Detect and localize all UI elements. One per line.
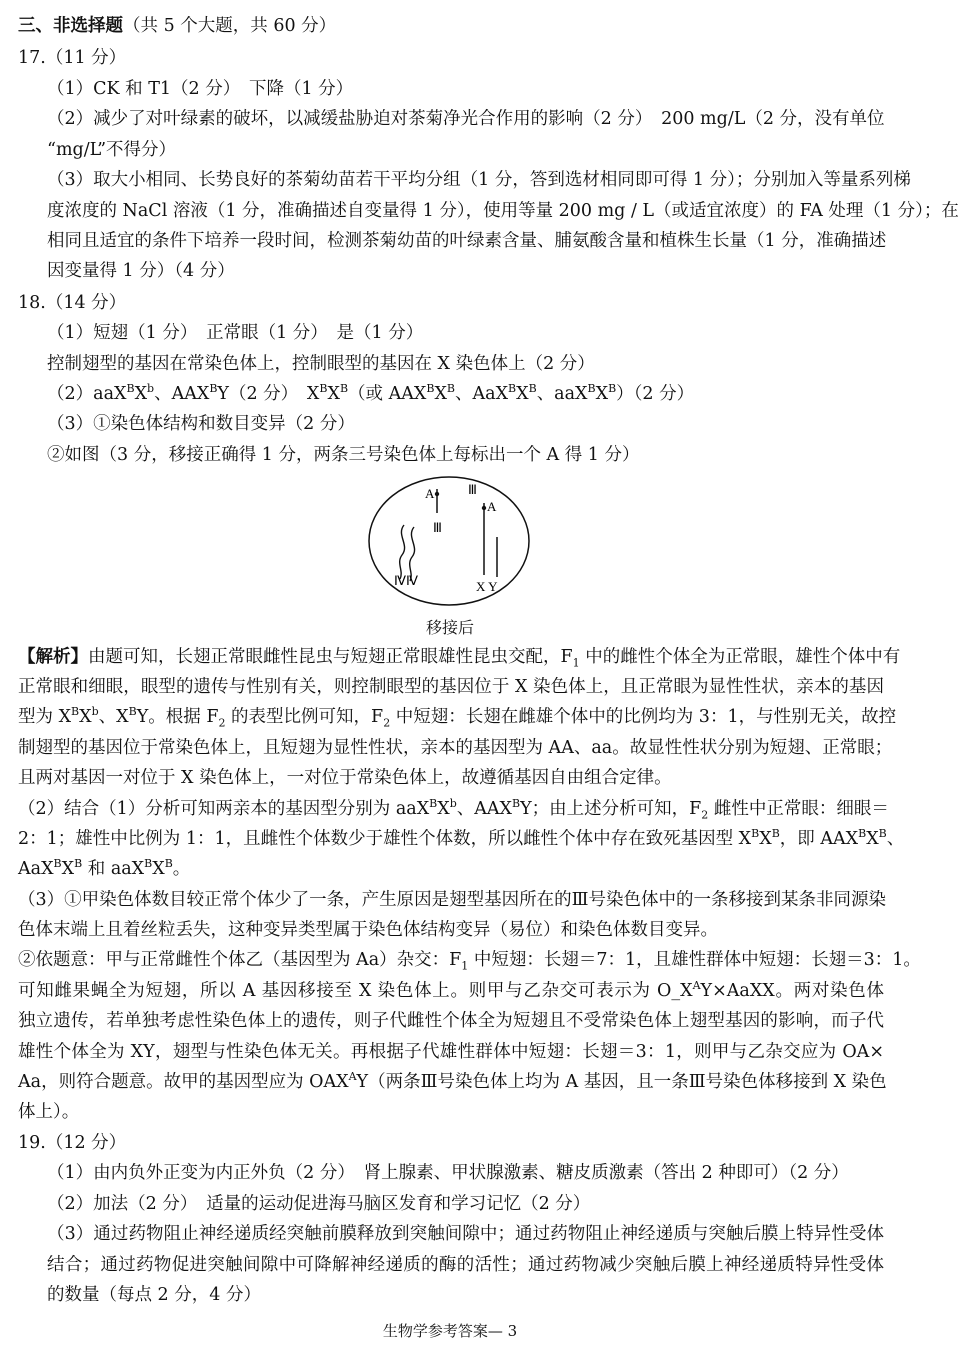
- analysis-line: 雄性个体全为 XY，翅型与性染色体无关。再根据子代雄性群体中短翅：长翅＝3：1，则甲与乙杂交应为 OA×: [18, 1042, 884, 1062]
- label-xy: X Y: [476, 579, 498, 594]
- centromere-dot: [435, 492, 439, 496]
- q19-part3-line3: 的数量（每点 2 分，4 分）: [47, 1285, 261, 1305]
- chromosome-figure: [364, 471, 534, 631]
- analysis-line: （2）结合（1）分析可知两亲本的基因型分别为 $aaX^BX^b$、$AAX^BY$；由上述分析可知，$F_2$ 雌性中正常眼：细眼＝: [18, 797, 889, 822]
- q17-part1: （1）CK 和 T1（2 分） 下降（1 分）: [47, 79, 354, 99]
- chromosome-iv: [400, 525, 405, 579]
- analysis-line: $AaX^BX^B$ 和 $aaX^BX^B$。: [18, 857, 191, 879]
- analysis-line: 【解析】由题可知，长翅正常眼雌性昆虫与短翅正常眼雄性昆虫交配，$F_1$ 中的雌性个体全为正常眼，雄性个体中有: [18, 647, 901, 670]
- q18-part1: （1）短翅（1 分） 正常眼（1 分） 是（1 分）: [47, 323, 424, 343]
- cell-outline: [369, 477, 529, 605]
- analysis-line: Aa，则符合题意。故甲的基因型应为 $OAX^AY$（两条Ⅲ号染色体上均为 A 基因，且一条Ⅲ号染色体移接到 X 染色: [18, 1070, 887, 1092]
- analysis-line: ②依题意：甲与正常雌性个体乙（基因型为 Aa）杂交：$F_1$ 中短翅：长翅＝7：1，且雄性群体中短翅：长翅＝3：1。: [18, 950, 921, 973]
- analysis-line: 制翅型的基因位于常染色体上，且短翅为显性性状，亲本的基因型为 AA、aa。故显性性状分别为短翅、正常眼；: [18, 738, 893, 758]
- page-footer: 生物学参考答案— 3: [382, 1322, 518, 1340]
- q17-part2-line2: “mg/L”不得分）: [47, 140, 177, 160]
- analysis-line: 可知雌果蝇全为短翅，所以 A 基因移接至 X 染色体上。则甲与乙杂交可表示为 $O\_X^AY\times AaXX$。两对染色体: [18, 979, 884, 1001]
- analysis-line: 型为 $X^BX^b$、$X^BY$。根据 $F_2$ 的表型比例可知，$F_2$ 中短翅：长翅在雌雄个体中的比例均为 3：1，与性别无关，故控: [18, 705, 897, 730]
- centromere-dot: [482, 506, 486, 510]
- section-header: [18, 14, 884, 38]
- analysis-line: 且两对基因一对位于 X 染色体上，一对位于常染色体上，故遵循基因自由组合定律。: [18, 768, 672, 788]
- q19-part1: （1）由内负外正变为内正外负（2 分） 肾上腺素、甲状腺激素、糖皮质激素（答出 2 种即可）（2 分）: [47, 1163, 849, 1183]
- cell-diagram: [364, 471, 534, 631]
- q17-heading: 17.（11 分）: [18, 48, 127, 68]
- analysis-line: 正常眼和细眼，眼型的遗传与性别有关，则控制眼型的基因位于 X 染色体上，且正常眼为显性性状，亲本的基因: [18, 677, 884, 697]
- q18-heading: 18.（14 分）: [18, 293, 127, 313]
- analysis-line: （3）①甲染色体数目较正常个体少了一条，产生原因是翅型基因所在的Ⅲ号染色体中的一条移接到某条非同源染: [18, 890, 887, 910]
- figure-caption: 移接后: [425, 618, 474, 637]
- q19-part2: （2）加法（2 分） 适量的运动促进海马脑区发育和学习记忆（2 分）: [47, 1194, 591, 1214]
- analysis-tag: 【解析】: [18, 647, 88, 667]
- q18-part1-reason: 控制翅型的基因在常染色体上，控制眼型的基因在 X 染色体上（2 分）: [47, 354, 595, 374]
- section-title: 三、非选择题: [18, 16, 123, 36]
- q17-part2-line1: （2）减少了对叶绿素的破坏，以减缓盐胁迫对茶菊净光合作用的影响（2 分） 200 mg/L（2 分，没有单位: [47, 109, 885, 129]
- q19-part3-line2: 结合；通过药物促进突触间隙中可降解神经递质的酶的活性；通过药物减少突触后膜上神经递质特异性受体: [47, 1255, 884, 1275]
- label-iii-top: Ⅲ: [468, 482, 477, 497]
- q19-part3-line1: （3）通过药物阻止神经递质经突触前膜释放到突触间隙中；通过药物阻止神经递质与突触后膜上特异性受体: [47, 1224, 884, 1244]
- label-iv: ⅣⅣ: [394, 573, 418, 588]
- label-a-right: A: [487, 499, 497, 514]
- q17-part3-line1: （3）取大小相同、长势良好的茶菊幼苗若干平均分组（1 分，答到选材相同即可得 1 分）；分别加入等量系列梯: [47, 170, 911, 190]
- analysis-line: 体上）。: [18, 1102, 80, 1122]
- q17-part3-line4: 因变量得 1 分）（4 分）: [47, 261, 235, 281]
- q18-part2: $(2)aaX^BX^b$、$AAX^BY(2$ 分） $X^BX^B$（或 $AAX^BX^B$、$AaX^BX^B$、$aaX^BX^B)(2$ 分）: [47, 382, 695, 404]
- label-a-left: A: [425, 486, 435, 501]
- q18-part3-figure-note: ②如图（3 分，移接正确得 1 分，两条三号染色体上每标出一个 A 得 1 分）: [47, 445, 640, 465]
- q19-heading: 19.（12 分）: [18, 1133, 127, 1153]
- analysis-line: 独立遗传，若单独考虑性染色体上的遗传，则子代雌性个体全为短翅且不受常染色体上翅型基因的影响，而子代: [18, 1011, 884, 1031]
- analysis-line: 色体末端上且着丝粒丢失，这种变异类型属于染色体结构变异（易位）和染色体数目变异。: [18, 920, 718, 940]
- label-iii-left: Ⅲ: [433, 520, 442, 535]
- section-note: （共 5 个大题，共 60 分）: [123, 16, 337, 36]
- q18-part3: （3）①染色体结构和数目变异（2 分）: [47, 414, 355, 434]
- q17-part3-line3: 相同且适宜的条件下培养一段时间，检测茶菊幼苗的叶绿素含量、脯氨酸含量和植株生长量（1 分，准确描述: [47, 231, 887, 251]
- q17-part3-line2: 度浓度的 NaCl 溶液（1 分，准确描述自变量得 1 分），使用等量 200 mg / L（或适宜浓度）的 FA 处理（1 分）；在: [47, 201, 959, 221]
- analysis-line: 2：1；雄性中比例为 1：1，且雌性个体数少于雄性个体数，所以雌性个体中存在致死基因型 $X^BX^B$，即 $AAX^BX^B$、: [18, 827, 905, 849]
